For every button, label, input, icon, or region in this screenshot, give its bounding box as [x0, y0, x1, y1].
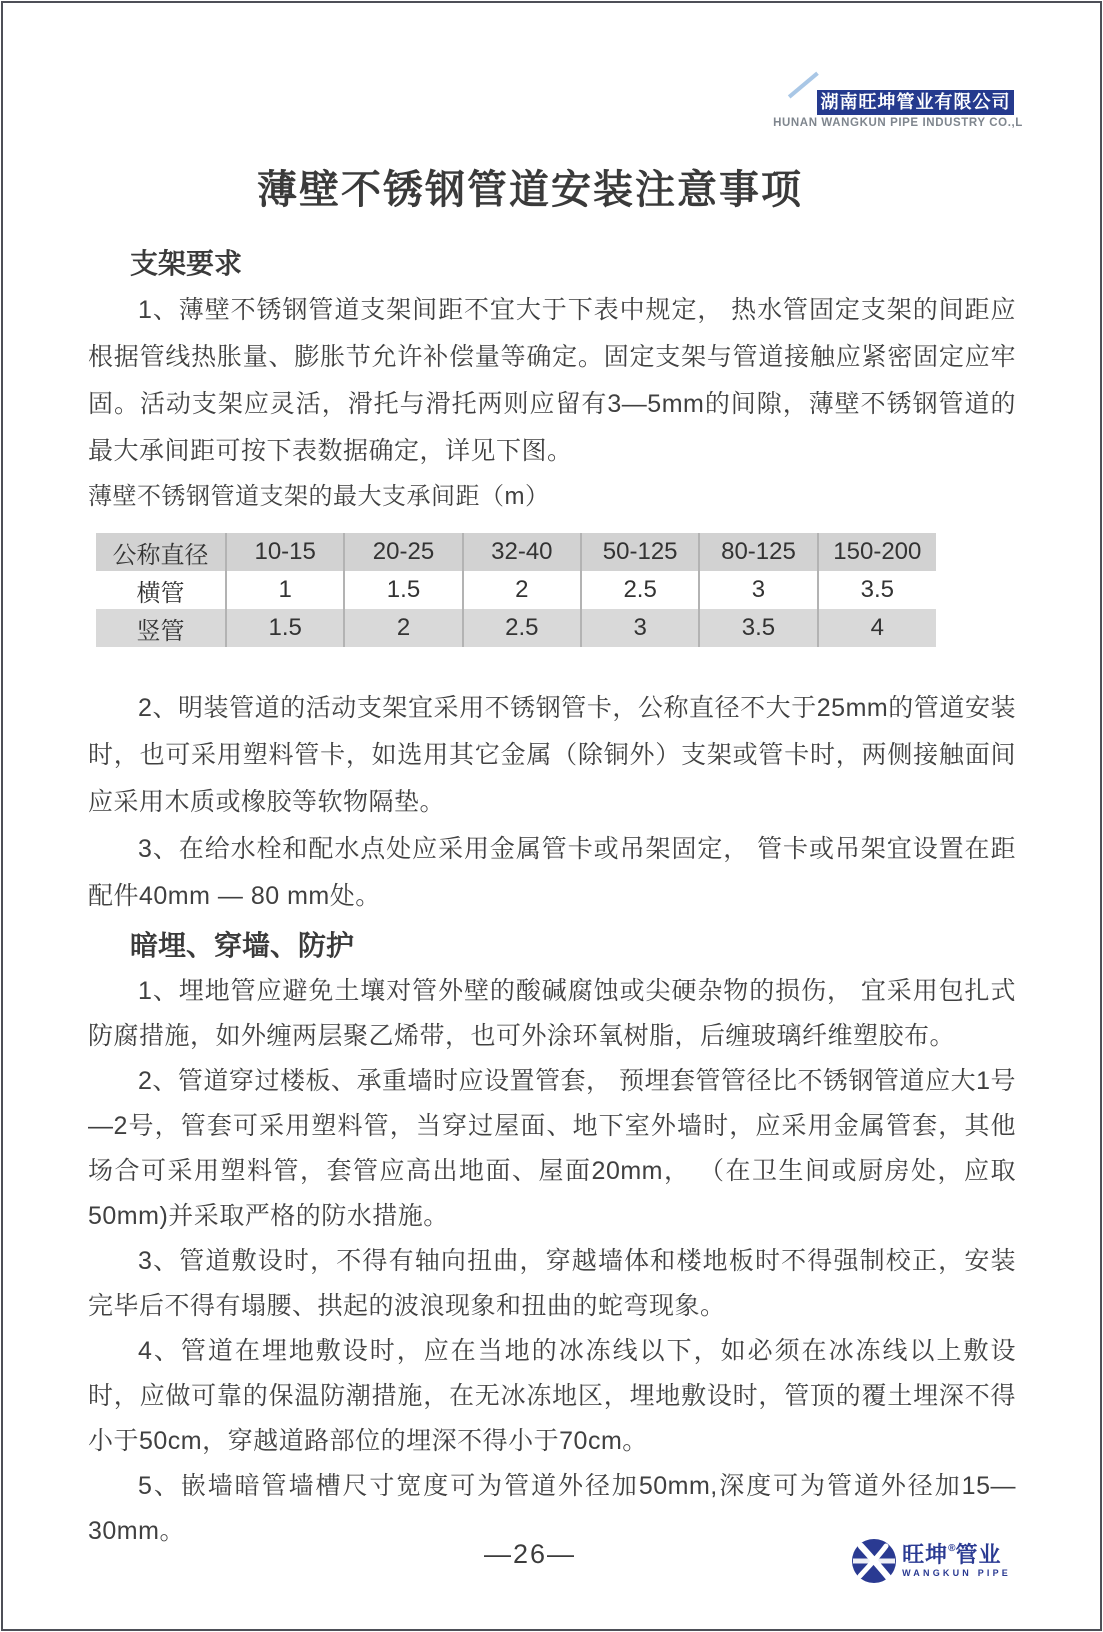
header-cell: 80-125	[699, 533, 817, 571]
page-number: —26—	[483, 1539, 577, 1569]
paragraph: 1、薄壁不锈钢管道支架间距不宜大于下表中规定， 热水管固定支架的间距应根据管线热胀量、膨胀节允许补偿量等确定。固定支架与管道接触应紧密固定应牢固。活动支架应灵活，滑托与滑托两则应留有3—5mm的间隙，薄壁不锈钢管道的最大承间距可按下表数据确定，详见下图。	[88, 296, 1016, 465]
page-title: 薄壁不锈钢管道安装注意事项	[257, 168, 803, 212]
row-label: 竖管	[96, 609, 226, 647]
header-cell: 150-200	[818, 533, 936, 571]
company-name-zh: 湖南旺坤管业有限公司	[820, 92, 1011, 112]
data-cell: 2.5	[581, 571, 699, 609]
data-cell: 1.5	[344, 571, 462, 609]
header-cell: 公称直径	[96, 533, 226, 571]
header-cell: 20-25	[344, 533, 462, 571]
header-cell: 32-40	[463, 533, 581, 571]
data-cell: 3	[581, 609, 699, 647]
logo-text-zh: 旺坤	[902, 1542, 949, 1567]
section-heading: 支架要求	[130, 248, 243, 279]
paragraph: 2、管道穿过楼板、承重墙时应设置管套， 预埋套管管径比不锈钢管道应大1号—2号，管套可采用塑料管，当穿过屋面、地下室外墙时，应采用金属管套，其他场合可采用塑料管，套管应高出地面、屋面20mm， （在卫生间或厨房处，应取50mm)并采取严格的防水措施。	[88, 1067, 1016, 1230]
section-support-requirements	[88, 243, 1016, 920]
company-name-en: HUNAN WANGKUN PIPE INDUSTRY CO.,L	[773, 117, 1023, 129]
wangkun-logo-icon	[851, 1538, 897, 1584]
data-cell: 3.5	[699, 609, 817, 647]
logo-text-en: WANGKUN PIPE	[902, 1568, 1011, 1578]
data-cell: 2	[344, 609, 462, 647]
table-header-row	[96, 533, 936, 571]
paragraph: 3、管道敷设时，不得有轴向扭曲，穿越墙体和楼地板时不得强制校正，安装完毕后不得有塌腰、拱起的波浪现象和扭曲的蛇弯现象。	[88, 1247, 1016, 1320]
wangkun-logo	[851, 1538, 1011, 1584]
logo-text	[902, 1544, 1011, 1578]
data-cell: 3.5	[818, 571, 936, 609]
data-cell: 3	[699, 571, 817, 609]
data-cell: 4	[818, 609, 936, 647]
section-heading: 暗埋、穿墙、防护	[130, 930, 355, 961]
paragraph: 5、嵌墙暗管墙槽尺寸宽度可为管道外径加50mm,深度可为管道外径加15—30mm。	[88, 1472, 1016, 1545]
paragraph: 4、管道在埋地敷设时，应在当地的冰冻线以下，如必须在冰冻线以上敷设时，应做可靠的保温防潮措施，在无冰冻地区，埋地敷设时，管顶的覆土埋深不得小于50cm，穿越道路部位的埋深不得小于70cm。	[88, 1337, 1016, 1455]
paragraph: 2、明装管道的活动支架宜采用不锈钢管卡，公称直径不大于25mm的管道安装时，也可采用塑料管卡，如选用其它金属（除铜外）支架或管卡时，两侧接触面间应采用木质或橡胶等软物隔垫。	[88, 694, 1016, 816]
data-cell: 1.5	[226, 609, 344, 647]
logo-text-zh2: 管业	[955, 1542, 1002, 1567]
support-spacing-table	[96, 533, 936, 647]
banner-decorative-slash	[788, 72, 819, 98]
row-label: 横管	[96, 571, 226, 609]
table-row	[96, 571, 936, 609]
data-cell: 2.5	[463, 609, 581, 647]
header-cell: 10-15	[226, 533, 344, 571]
section-embedding-protection	[88, 925, 1016, 1554]
company-banner	[817, 90, 1014, 115]
paragraph: 3、在给水栓和配水点处应采用金属管卡或吊架固定， 管卡或吊架宜设置在距配件40mm — 80 mm处。	[88, 835, 1016, 910]
table-row	[96, 609, 936, 647]
data-cell: 2	[463, 571, 581, 609]
table-caption: 薄壁不锈钢管道支架的最大支承间距（m）	[88, 483, 550, 510]
data-cell: 1	[226, 571, 344, 609]
paragraph: 1、埋地管应避免土壤对管外壁的酸碱腐蚀或尖硬杂物的损伤， 宜采用包扎式防腐措施，如外缠两层聚乙烯带，也可外涂环氧树脂，后缠玻璃纤维塑胶布。	[88, 977, 1016, 1050]
registered-mark: ®	[948, 1543, 956, 1554]
header-cell: 50-125	[581, 533, 699, 571]
